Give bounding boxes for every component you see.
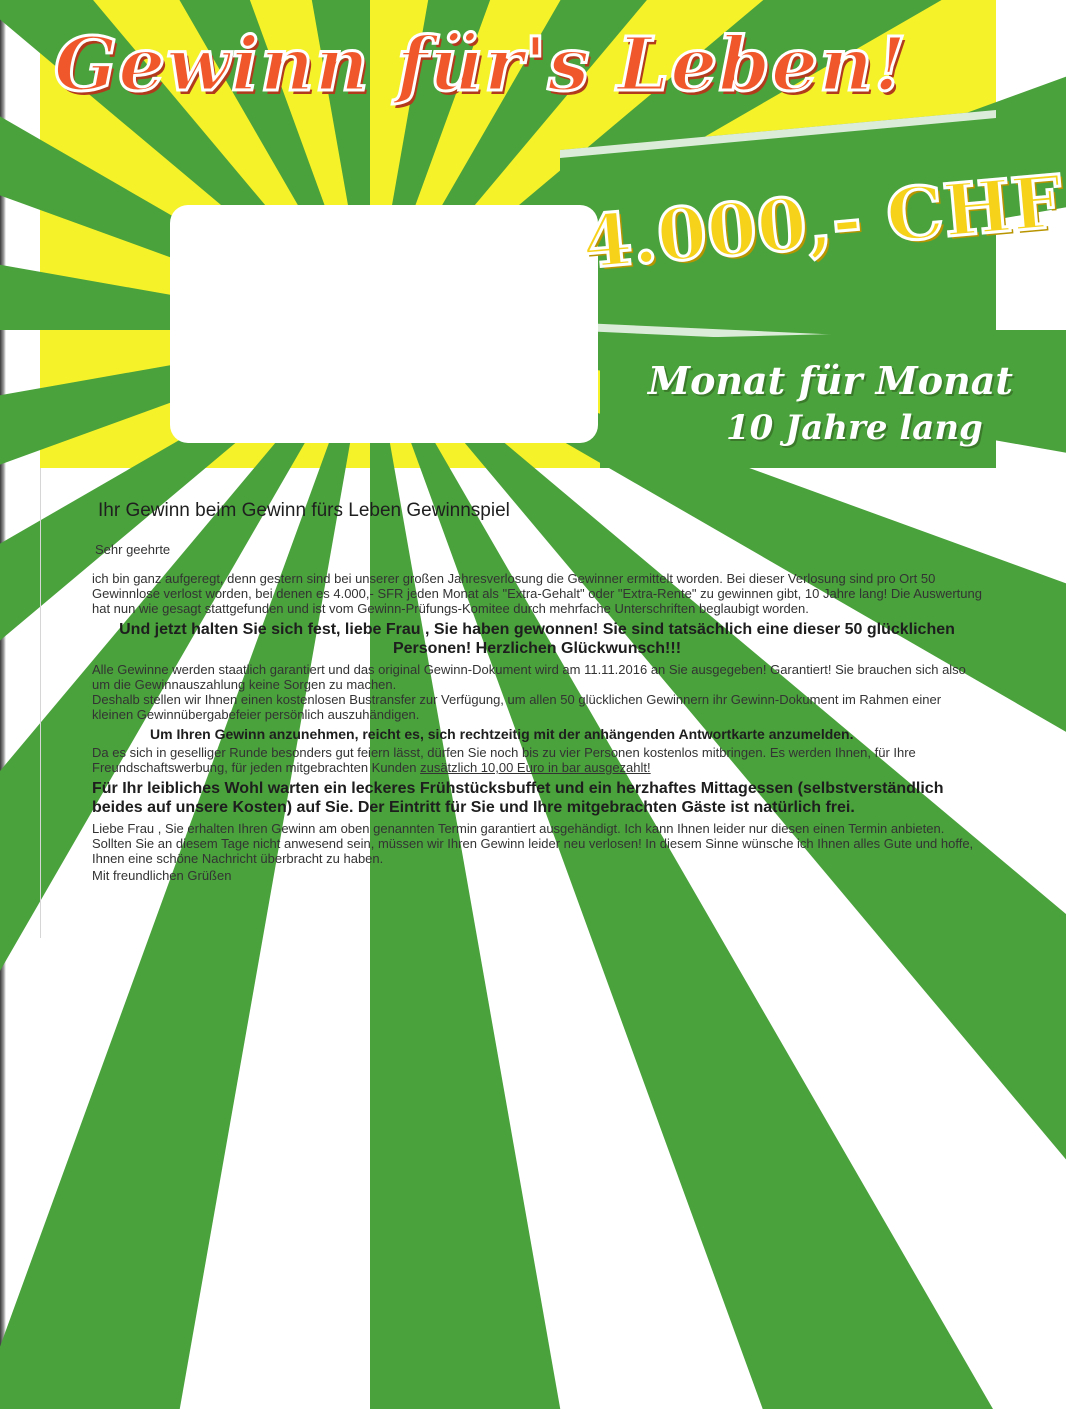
paragraph-guests [92,745,982,775]
banner-headline: Gewinn für's Leben! [54,22,908,108]
paragraph-bustransfer: Deshalb stellen wir Ihnen einen kostenlosen Bustransfer zur Verfügung, um allen 50 glücklichen Gewinnern ihr Gewinn-Dokument im Rahmen einer kleinen Gewinnübergabefeier persönlich auszuhändigen. [92,692,942,722]
address-window [170,205,598,443]
paragraph-guarantee: Alle Gewinne werden staatlich garantiert und das original Gewinn-Dokument wird am 11.11.2016 an Sie ausgegeben! Garantiert! Sie brauchen sich also um die Gewinnauszahlung keine Sorgen zu machen. [92,662,966,692]
letter-subject: Ihr Gewinn beim Gewinn fürs Leben Gewinnspiel [98,500,510,521]
duration-tagline: 10 Jahre lang [726,408,983,448]
registration-note: Um Ihren Gewinn anzunehmen, reicht es, sich rechtzeitig mit der anhängenden Antwortkarte anzumelden. [150,726,854,742]
margin-line [40,468,41,938]
salutation: Sehr geehrte [95,542,171,557]
letter-body [92,500,982,883]
paragraph-intro: ich bin ganz aufgeregt, denn gestern sind bei unserer großen Jahresverlosung die Gewinner ermittelt worden. Bei dieser Verlosung sind pro Ort 50 Gewinnlose verlost worden, bei denen es 4.000,- SFR jeden Monat als "Extra-Gehalt" oder "Extra-Rente" zu gewinnen gibt, 10 Jahre lang! Die Auswertung hat nun wie gesagt stattgefunden und ist vom Gewinn-Prüfungs-Komitee durch mehrfache Unterschriften beglaubigt worden. [92,571,982,616]
bonus-underlined: zusätzlich 10,00 Euro in bar ausgezahlt! [420,760,651,775]
closing-greeting: Mit freundlichen Grüßen [92,868,232,883]
monthly-tagline: Monat für Monat [648,358,1013,403]
catering-note: Für Ihr leibliches Wohl warten ein leckeres Frühstücksbuffet und ein herzhaftes Mittagessen (selbstverständlich beides auf unsere Kosten) auf Sie. Der Eintritt für Sie und Ihre mitgebrachten Gäste ist natürlich frei. [92,780,944,816]
paragraph-closing: Liebe Frau , Sie erhalten Ihren Gewinn am oben genannten Termin garantiert ausgehändigt. Ich kann Ihnen leider nur diesen einen Termin anbieten. Sollten Sie an diesem Tage nicht anwesend sein, müssen wir Ihren Gewinn leider neu verlosen! In diesem Sinne wünsche ich Ihnen alles Gute und hoffe, Ihnen eine schöne Nachricht überbracht zu haben. [92,821,974,866]
scan-edge [0,0,6,1409]
winner-announcement: Und jetzt halten Sie sich fest, liebe Frau , Sie haben gewonnen! Sie sind tatsächlich eine dieser 50 glücklichen Personen! Herzlichen Glückwunsch!!! [119,621,955,657]
prize-amount: 4.000,- CHF [578,158,1066,285]
guests-text: Da es sich in geselliger Runde besonders gut feiern lässt, dürfen Sie noch bis zu vier Personen kostenlos mitbringen. Es werden Ihnen, für Ihre Freundschaftswerbung, für jeden mitgebrachten Kunden [92,745,916,775]
